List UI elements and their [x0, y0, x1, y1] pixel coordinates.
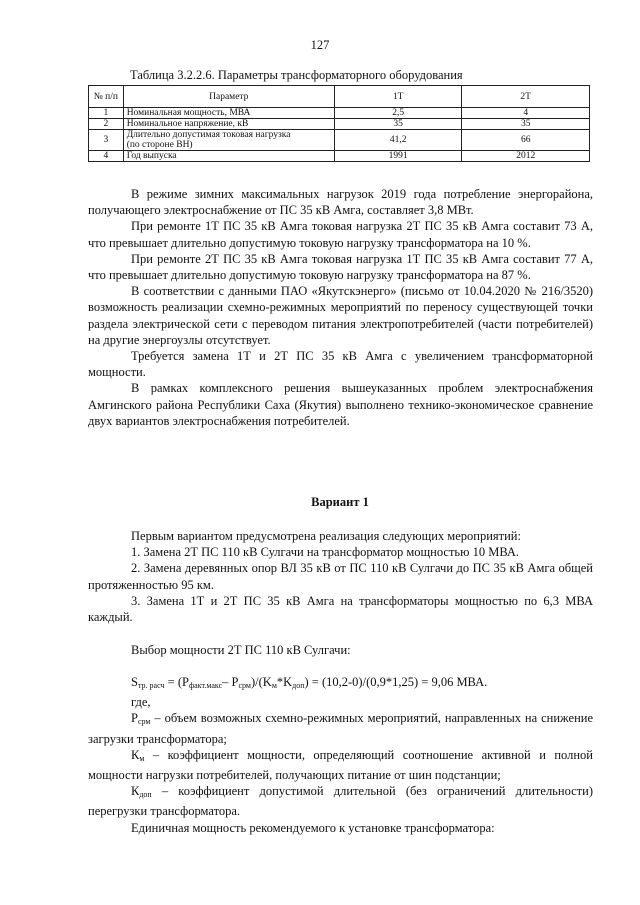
paragraph: В соответствии с данными ПАО «Якутскэнерго» (письмо от 10.04.2020 № 216/3520) возможность реализации схемно-режимных мероприятий по переносу существующей точки раздела электрической сети с переводом питания электропотребителей (части потребителей) на другие энергоузлы отсутствует.: [88, 284, 593, 347]
paragraph: 2. Замена деревянных опор ВЛ 35 кВ от ПС 110 кВ Сулгачи до ПС 35 кВ Амга общей протяженностью 95 км.: [88, 561, 593, 592]
paragraph: При ремонте 2Т ПС 35 кВ Амга токовая нагрузка 1Т ПС 35 кВ Амга составит 77 А, что превышает длительно допустимую токовую нагрузку трансформатора на 87 %.: [88, 251, 593, 283]
header-param: Параметр: [123, 86, 334, 108]
table-row: [89, 130, 590, 151]
row-2t: 2012: [462, 151, 590, 162]
row-param: Номинальная мощность, МВА: [123, 108, 334, 119]
def-symbol-sub: м: [139, 753, 145, 763]
row-2t: 4: [462, 108, 590, 119]
table-row: [89, 108, 590, 119]
formula-p-fact-sub: факт.макс: [188, 681, 223, 690]
row-param-line2: (по стороне ВН): [126, 140, 193, 150]
def-symbol: Р: [131, 711, 138, 726]
table-header-row: [89, 86, 590, 108]
row-2t: 66: [462, 130, 590, 151]
row-param: Номинальное напряжение, кВ: [123, 119, 334, 130]
formula-div: )/(K: [250, 675, 272, 689]
paragraph: При ремонте 1Т ПС 35 кВ Амга токовая нагрузка 2Т ПС 35 кВ Амга составит 73 А, что превышает длительно допустимую токовую нагрузку трансформатора на 10 %.: [88, 219, 593, 250]
row-1t: 35: [334, 119, 462, 130]
body-text-mid: [88, 528, 593, 625]
def-symbol: К: [131, 747, 140, 762]
row-1t: 2,5: [334, 108, 462, 119]
def-symbol: К: [131, 784, 140, 799]
def-symbol-sub: доп: [139, 790, 152, 800]
where-label: где,: [131, 695, 151, 710]
formula-mul: *K: [276, 675, 293, 689]
row-num: 4: [89, 151, 124, 162]
definition: [88, 783, 593, 819]
formula-minus: – P: [222, 675, 239, 689]
formula-block: [88, 674, 593, 836]
def-symbol-sub: срм: [137, 717, 151, 727]
definition: [88, 747, 593, 783]
formula-k-m-sub: м: [271, 681, 277, 690]
formula-eq1: = (P: [164, 675, 189, 689]
row-num: 2: [89, 119, 124, 130]
paragraph: Требуется замена 1Т и 2Т ПС 35 кВ Амга с увеличением трансформаторной мощности.: [88, 349, 593, 380]
selection-title: Выбор мощности 2Т ПС 110 кВ Сулгачи:: [131, 643, 351, 657]
formula-p-srm-sub: срм: [238, 681, 251, 690]
formula-s: S: [131, 675, 138, 689]
header-num: № п/п: [89, 86, 124, 108]
table-row: [89, 119, 590, 130]
definition: [88, 710, 593, 746]
row-num: 3: [89, 130, 124, 151]
header-2t: 2Т: [462, 86, 590, 108]
page-number: 127: [310, 38, 330, 52]
paragraph: Единичная мощность рекомендуемого к установке трансформатора:: [131, 820, 495, 835]
selection-title-block: [88, 642, 593, 658]
formula-k-dop-sub: доп: [292, 681, 305, 690]
table-row: [89, 151, 590, 162]
def-text: – объем возможных схемно-режимных мероприятий, направленных на снижение загрузки трансформатора;: [88, 711, 593, 746]
formula-rest: ) = (10,2-0)/(0,9*1,25) = 9,06 МВА.: [304, 675, 488, 689]
section-heading: Вариант 1: [311, 495, 369, 509]
paragraph: 1. Замена 2Т ПС 110 кВ Сулгачи на трансформатор мощностью 10 МВА.: [131, 545, 520, 560]
row-param: [123, 130, 334, 151]
body-text-top: [88, 186, 593, 429]
table-caption: Таблица 3.2.2.6. Параметры трансформаторного оборудования: [130, 68, 463, 82]
formula: [88, 674, 593, 694]
paragraph: Первым вариантом предусмотрена реализация следующих мероприятий:: [131, 529, 521, 543]
formula-s-sub: тр. расч: [137, 681, 165, 690]
row-num: 1: [89, 108, 124, 119]
row-param-line1: Длительно допустимая токовая нагрузка: [126, 130, 291, 140]
paragraph: В рамках комплексного решения вышеуказанных проблем электроснабжения Амгинского района Республики Саха (Якутия) выполнено технико-экономическое сравнение двух вариантов электроснабжения потребителей.: [88, 381, 593, 428]
row-2t: 35: [462, 119, 590, 130]
paragraph: В режиме зимних максимальных нагрузок 2019 года потребление энергорайона, получающего электроснабжение от ПС 35 кВ Амга, составляет 3,8 МВт.: [88, 187, 593, 218]
row-1t: 41,2: [334, 130, 462, 151]
parameters-table: [88, 85, 590, 162]
def-text: – коэффициент допустимой длительной (без ограничений длительности) перегрузки трансформатора.: [88, 784, 593, 819]
paragraph: 3. Замена 1Т и 2Т ПС 35 кВ Амга на трансформаторы мощностью по 6,3 МВА каждый.: [88, 593, 593, 625]
row-param: Год выпуска: [123, 151, 334, 162]
def-text: – коэффициент мощности, определяющий соотношение активной и полной мощности нагрузки потребителей, получающих питание от шин подстанции;: [88, 747, 593, 783]
header-1t: 1Т: [334, 86, 462, 108]
row-1t: 1991: [334, 151, 462, 162]
